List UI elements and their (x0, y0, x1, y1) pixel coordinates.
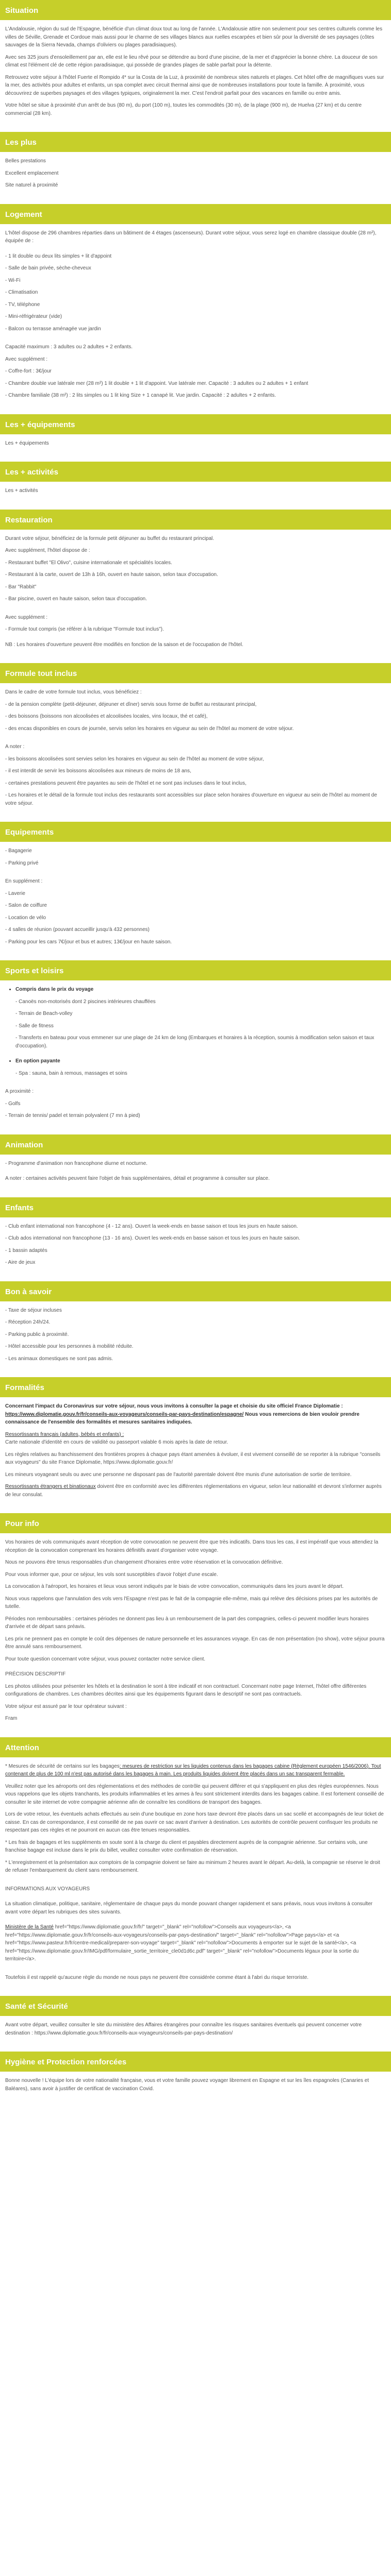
list-item: - Les animaux domestiques ne sont pas admis. (5, 1355, 113, 1362)
paragraph (5, 1431, 386, 1447)
section-heading-hygiene: Hygiène et Protection renforcées (0, 2052, 391, 2072)
list-item: - certaines prestations peuvent être payantes au sein de l'hôtel et ne sont pas incluses dans le tout inclus, (5, 780, 247, 786)
mesures-label: * Mesures de sécurité de certains sur les bagages (5, 1763, 120, 1769)
list-item: - de la pension complète (petit-déjeuner, déjeuner et dîner) servis sous forme de buffet au restaurant principal, (5, 701, 257, 707)
paragraph: * L'enregistrement et la présentation aux comptoirs de la compagnie doivent se faire au minimum 2 heures avant le départ. Au-delà, la compagnie se réserve le droit de refuser l'embarquement du client sans remboursement. (5, 1859, 380, 1873)
list-item: - les boissons alcoolisées sont servies selon les horaires en vigueur au sein de l'hôtel au moment de votre séjour, (5, 756, 264, 762)
ressortissants-etrangers-label: Ressortissants étrangers et binationaux (5, 1484, 96, 1489)
section-body-restauration (0, 530, 391, 664)
subheading: • Compris dans le prix du voyage (15, 986, 386, 994)
paragraph (5, 1923, 386, 1963)
diplomatie-link[interactable]: https://www.diplomatie.gouv.fr/fr/conseils-aux-voyageurs/conseils-par-pays-destination/espagne/ (5, 1411, 244, 1417)
section-heading-equipements: Equipements (0, 822, 391, 842)
list-item: - Restaurant buffet "El Olivo", cuisine internationale et spécialités locales. (5, 560, 172, 566)
section-heading-pour-info: Pour info (0, 1513, 391, 1533)
section-body-pour-info (0, 1533, 391, 1737)
paragraph: Bonne nouvelle ! L'équipe lors de votre nationalité française, vous et votre famille pouvez voyager librement en Espagne et sur les îles espagnoles (Canaries et Baléares), sans avoir à justifier de certificat de vaccination Covid. (5, 2078, 369, 2092)
list-item: - Chambre familiale (38 m²) : 2 lits simples ou 1 lit king Size + 1 canapé lit. Vue jardin. Capacité : 2 adultes + 2 enfants. (5, 393, 276, 398)
section-heading-enfants: Enfants (0, 1197, 391, 1217)
bullet-list (5, 1057, 386, 1065)
list-item: - Golfs (5, 1100, 21, 1107)
paragraph: - Club enfant international non francophone (4 - 12 ans). Ouvert la week-ends en basse saison et tous les jours en haute saison. (5, 1223, 298, 1229)
section-body-formalites (0, 1397, 391, 1513)
paragraph: Les prix ne prennent pas en compte le coût des dépenses de nature personnelle et les assurances voyage. En cas de non présentation (no show), votre séjour pourra être annulé sans remboursement. (5, 1636, 385, 1650)
list-item: - Bagagerie (5, 848, 32, 854)
list-item: - TV, téléphone (5, 301, 40, 308)
list-item: - Mini-réfrigérateur (vide) (5, 314, 62, 319)
ressortissants-etrangers-text: doivent être en conformité avec les différentes réglementations en vigueur, selon leur nationalité et devront s'informer auprès de leur consulat. (5, 1484, 382, 1498)
list-item: - Hôtel accessible pour les personnes à mobilité réduite. (5, 1344, 134, 1349)
list-item: - Climatisation (5, 290, 38, 295)
paragraph: A noter : certaines activités peuvent faire l'objet de frais supplémentaires, détail et programme à consulter sur place. (5, 1176, 270, 1181)
section-body-equipements (0, 842, 391, 960)
list-item: - Réception 24h/24. (5, 1319, 51, 1325)
list-item: - Laverie (5, 890, 25, 896)
subheading: • En option payante (15, 1057, 386, 1065)
list-item: - Parking public à proximité. (5, 1331, 69, 1337)
list-item: - Wi-Fi (5, 277, 21, 283)
list-item: - Terrain de tennis/ padel et terrain polyvalent (7 mn à pied) (5, 1113, 140, 1118)
paragraph: A proximité : (5, 1089, 34, 1094)
section-heading-sante: Santé et Sécurité (0, 1996, 391, 2016)
section-body-animation (0, 1155, 391, 1197)
paragraph: Dans le cadre de votre formule tout inclus, vous bénéficiez : (5, 689, 142, 695)
section-body-sante (0, 2016, 391, 2052)
paragraph: Nous ne pouvons être tenus responsables d'un changement d'horaires entre votre réservation et la convocation définitive. (5, 1560, 283, 1565)
paragraph: Durant votre séjour, bénéficiez de la formule petit déjeuner au buffet du restaurant principal. (5, 535, 215, 541)
formalites-intro: Concernant l'impact du Coronavirus sur votre séjour, nous vous invitons à consulter la page et choisie du site officiel France Diplomatie : (5, 1403, 343, 1409)
paragraph (5, 1483, 386, 1499)
paragraph: - Formule tout compris (se référer à la rubrique "Formule tout inclus"). (5, 626, 164, 632)
paragraph: Toutefois il est rappelé qu'aucune règle du monde ne nous pays ne peuvent être considérée comme étant à l'abri du risque terroriste. (5, 1974, 309, 1980)
section-heading-animation: Animation (0, 1134, 391, 1155)
section-body-sports (0, 980, 391, 1134)
ressortissants-francais-text: Carte nationale d'identité en cours de validité ou passeport valable 6 mois après la date de retour. (5, 1439, 229, 1445)
paragraph: - Programme d'animation non francophone diurne et nocturne. (5, 1160, 148, 1166)
list-item: - 4 salles de réunion (pouvant accueillir jusqu'à 432 personnes) (5, 927, 150, 933)
paragraph: PRÉCISION DESCRIPTIF (5, 1671, 66, 1677)
mesures-text: : mesures de restriction sur les liquides contenus dans les bagages cabine (Règlement européen 1546/2006). Tout contenant de plus de 100 ml n'est pas autorisé dans les bagages à main. Les produits liquides doivent être placés dans un sac transparent fermable. (5, 1763, 381, 1777)
list-item: - Salon de coiffure (5, 903, 47, 908)
paragraph: Lors de votre retour, les éventuels achats effectués au sein d'une boutique en zone hors taxe devront être placés dans un sac scellé et accompagnés de leur ticket de caisse. En cas de correspondance, il est conseillé de ne pas ouvrir ce sac avant d'arriver à destination. Les autorités de contrôle peuvent confisquer les produits ne respectant pas ces règles et ne pourront en aucun cas être tenues responsables. (5, 1811, 384, 1833)
paragraph: En supplément : (5, 878, 43, 884)
list-item: - il est interdit de servir les boissons alcoolisées aux mineurs de moins de 18 ans, (5, 768, 191, 774)
list-item: - Restaurant à la carte, ouvert de 13h à 16h, ouvert en haute saison, selon taux d'occupation. (5, 572, 218, 578)
list-item: - Parking privé (5, 860, 39, 866)
list-item: - Transferts en bateau pour vous emmener sur une plage de 24 km de long (Embarques et horaires à la réception, soumis à modification selon saison et taux d'occupation). (15, 1035, 374, 1049)
paragraph: Avec supplément, l'hôtel dispose de : (5, 548, 90, 553)
section-body-situation (0, 20, 391, 132)
section-heading-activites-plus: Les + activités (0, 462, 391, 482)
section-heading-bon-a-savoir: Bon à savoir (0, 1281, 391, 1301)
list-item: - Bar "Rabbit" (5, 584, 37, 590)
paragraph: Les mineurs voyageant seuls ou avec une personne ne disposant pas de l'autorité parentale doivent être munis d'une autorisation de sortie de territoire. (5, 1471, 352, 1478)
paragraph: La convocation à l'aéroport, les horaires et lieux vous seront indiqués par le biais de votre convocation, communiqués dans les jours avant le départ. (5, 1584, 344, 1589)
list-item: - des encas disponibles en cours de journée, servis selon les horaires en vigueur au sein de l'hôtel au moment de votre séjour. (5, 725, 294, 732)
paragraph: Périodes non remboursables : certaines périodes ne donnent pas lieu à un remboursement de la part des compagnies, celles-ci peuvent modifier leurs horaires d'arrivée et de départ sans préavis. (5, 1616, 369, 1630)
list-item: - Balcon ou terrasse aménagée vue jardin (5, 326, 101, 332)
section-body-plus (0, 152, 391, 204)
section-heading-attention: Attention (0, 1737, 391, 1757)
paragraph: Veuillez noter que les aéroports ont des réglementations et des méthodes de contrôle qui peuvent différer et qui s'appliquent en plus des règles européennes. Nous vous rappelons que les objets tranchants, les produits inflammables et les armes à feu sont strictement interdits dans les bagages cabine. Il est fortement conseillé de consulter le site internet de votre compagnie aérienne afin de connaître les conditions de transport des bagages. (5, 1783, 384, 1805)
paragraph: Retrouvez votre séjour à l'hôtel Fuerte el Rompido 4* sur la Costa de la Luz, à proximité de nombreux sites naturels et plages. Cet hôtel offre de magnifiques vues sur la mer, des activités pour adultes et enfants, un spa complet avec circuit thermal ainsi que de nombreuses installations pour toute la famille. À proximité, vous découvrirez de superbes paysages et des villages typiques, originalement la mer. C'est l'endroit parfait pour des vacances en famille ou entre amis. (5, 74, 384, 96)
paragraph: Votre séjour est assuré par le tour opérateur suivant : (5, 1703, 127, 1709)
list-item: - Bar piscine, ouvert en haute saison, selon taux d'occupation. (5, 596, 147, 602)
list-item: - Coffre-fort : 3€/jour (5, 368, 52, 374)
section-heading-logement: Logement (0, 204, 391, 224)
section-body-attention (0, 1757, 391, 1996)
list-item: - Location de vélo (5, 914, 46, 921)
paragraph (5, 1762, 386, 1778)
list-item: - Taxe de séjour incluses (5, 1307, 62, 1313)
section-body-activites-plus (0, 482, 391, 510)
list-item: - 1 lit double ou deux lits simples + lit d'appoint (5, 253, 112, 259)
paragraph: Les + équipements (5, 440, 49, 446)
list-item: Excellent emplacement (5, 170, 59, 176)
section-body-equipements-plus (0, 434, 391, 462)
paragraph: Les + activités (5, 488, 38, 494)
list-item: - Chambre double vue latérale mer (28 m²) 1 lit double + 1 lit d'appoint. Vue latérale mer. Capacité : 3 adultes ou 2 adultes + 1 enfant (5, 380, 308, 386)
section-body-formule (0, 683, 391, 822)
links-raw-text: href="https://www.diplomatie.gouv.fr/fr/" target="_blank" rel="nofollow">Conseils aux voyageurs</a>, <a href="https://www.diplomatie.gouv.fr/fr/conseils-aux-voyageurs/conseils-par-pays-destination/" target="_blank" rel="nofollow">Page pays</a> et <a href="https://www.pasteur.fr/fr/centre-medical/preparer-son-voyage" target="_blank" rel="nofollow">Documents à emporter sur le sujet de la santé</a>, <a href="https://www.diplomatie.gouv.fr/IMG/pdf/formulaire_sortie_territoire_cle0d1d6c.pdf" target="_blank" rel="nofollow">Documents légaux pour la sortie du territoire</a>. (5, 1924, 359, 1962)
paragraph: Nous vous rappelons que l'annulation des vols vers l'Espagne n'est pas le fait de la compagnie elle-même, mais qui relève des décisions prises par les autorités de tutelle. (5, 1596, 378, 1609)
paragraph: La situation climatique, politique, sanitaire, réglementaire de chaque pays du monde pouvant changer rapidement et sans préavis, nous vous invitons à consulter avant votre départ les rubriques des sites suivants. (5, 1901, 373, 1915)
list-item: Site naturel à proximité (5, 182, 58, 188)
list-item: - 1 bassin adaptés (5, 1247, 47, 1253)
paragraph: Les règles relatives au franchissement des frontières propres à chaque pays étant amenées à évoluer, il est vivement conseillé de se reporter à la rubrique "conseils aux voyageurs" du site France Diplomatie, https://www.diplomatie.gouv.fr/ (5, 1451, 381, 1465)
list-item: - Les horaires et le détail de la formule tout inclus des restaurants sont accessibles sur place selon horaires d'ouverture en vigueur au sein de l'hôtel au moment de votre séjour. (5, 792, 377, 806)
section-heading-equipements-plus: Les + équipements (0, 414, 391, 434)
section-heading-restauration: Restauration (0, 510, 391, 530)
paragraph: Capacité maximum : 3 adultes ou 2 adultes + 2 enfants. (5, 344, 133, 350)
list-item: Belles prestations (5, 158, 46, 164)
paragraph: INFORMATIONS AUX VOYAGEURS (5, 1886, 90, 1892)
list-item: - Salle de fitness (15, 1023, 54, 1029)
section-body-enfants (0, 1217, 391, 1281)
section-heading-sports: Sports et loisirs (0, 960, 391, 980)
section-heading-formalites: Formalités (0, 1377, 391, 1397)
list-item: - Spa : sauna, bain à remous, massages et soins (15, 1070, 127, 1076)
paragraph: L'Andalousie, région du sud de l'Espagne, bénéficie d'un climat doux tout au long de l'année. L'Andalousie attire non seulement pour ses centres culturels comme les villes de Séville, Grenade et Cordoue mais aussi pour le charme de ses villages blancs aux ruelles escarpées et bien sûr pour la diversité de ses paysages (côtes sauvages de la Sierra Nevada, champs d'oliviers ou plages paradisiaques). (5, 26, 383, 48)
paragraph: - Club ados international non francophone (13 - 16 ans). Ouvert les week-ends en basse saison et tous les jours en haute saison. (5, 1235, 301, 1241)
list-item: - Terrain de Beach-volley (15, 1011, 73, 1016)
paragraph: Avec supplément : (5, 614, 48, 620)
paragraph: Fram (5, 1716, 18, 1721)
paragraph: Avec ses 325 jours d'ensoleillement par an, elle est le lieu rêvé pour se détendre au bord d'une piscine, de la mer et d'apprécier la bonne chère. La douceur de son climat est l'élément clé de cette région paradisiaque, qui possède de grandes plages de sable parfait pour la détente. (5, 54, 378, 68)
ressortissants-francais-label: Ressortissants français (adultes, bébés et enfants) : (5, 1431, 124, 1437)
section-body-logement (0, 224, 391, 414)
section-heading-formule: Formule tout inclus (0, 663, 391, 683)
section-heading-situation: Situation (0, 0, 391, 20)
paragraph (5, 1402, 386, 1427)
paragraph: A noter : (5, 744, 25, 750)
paragraph: Avant votre départ, veuillez consulter le site du ministère des Affaires étrangères pour connaître les risques sanitaires éventuels qui peuvent concerner votre destination : https://www.diplomatie.gouv.fr/fr/conseils-aux-voyageurs/conseils-par-pays-destination/ (5, 2022, 362, 2036)
section-heading-plus: Les plus (0, 132, 391, 152)
paragraph: Votre hôtel se situe à proximité d'un arrêt de bus (80 m), du port (100 m), toutes les commodités (30 m), de la plage (900 m), de Huelva (27 km) et du centre commercial (28 km). (5, 103, 362, 116)
paragraph: NB : Les horaires d'ouverture peuvent être modifiés en fonction de la saison et de l'occupation de l'hôtel. (5, 641, 243, 648)
paragraph: Avec supplément : (5, 356, 48, 362)
paragraph: * Les frais de bagages et les suppléments en soute sont à la charge du client et payables directement auprès de la compagnie aérienne. Sur certains vols, une franchise bagage est incluse dans le prix du billet, veuillez consulter votre confirmation de réservation. (5, 1839, 368, 1853)
list-item: - Salle de bain privée, sèche-cheveux (5, 265, 91, 271)
list-item: - Canoës non-motorisés dont 2 piscines intérieures chauffées (15, 998, 156, 1005)
list-item: - Aire de jeux (5, 1260, 36, 1265)
formalites-intro-tail: Nous vous remercions de bien vouloir prendre connaissance de l'ensemble des formalités et mesures sanitaires indiquées. (5, 1411, 360, 1425)
list-item: - des boissons (boissons non alcoolisées et alcoolisées locales, vins locaux, thé et café), (5, 714, 208, 719)
list-item: - Parking pour les cars 7€/jour et bus et autres; 13€/jour en haute saison. (5, 939, 172, 945)
paragraph: L'hôtel dispose de 296 chambres réparties dans un bâtiment de 4 étages (ascenseurs). Durant votre séjour, vous serez logé en chambre classique double (28 m²), équipée de : (5, 230, 377, 244)
section-body-bon-a-savoir (0, 1301, 391, 1378)
paragraph: Pour toute question concernant votre séjour, vous pouvez contacter notre service client. (5, 1656, 205, 1662)
section-body-hygiene (0, 2072, 391, 2128)
paragraph: Pour vous informer que, pour ce séjour, les vols sont susceptibles d'avoir l'objet d'une escale. (5, 1571, 218, 1578)
bullet-list (5, 986, 386, 994)
paragraph: Les photos utilisées pour présenter les hôtels et la destination le sont à titre indicatif et non contractuel. Concernant notre page Internet, l'hôtel offre différentes configurations de chambres. Les chambres décrites ainsi que les équipements figurant dans le descriptif ne sont pas contractuels. (5, 1683, 367, 1697)
ministere-sante-link[interactable]: Ministère de la Santé (5, 1924, 54, 1930)
paragraph: Vos horaires de vols communiqués avant réception de votre convocation ne peuvent être que très indicatifs. Dans tous les cas, il est impératif que vous attendiez la réception de la convocation comprenant les horaires définitifs avant d'organiser votre voyage. (5, 1539, 379, 1553)
